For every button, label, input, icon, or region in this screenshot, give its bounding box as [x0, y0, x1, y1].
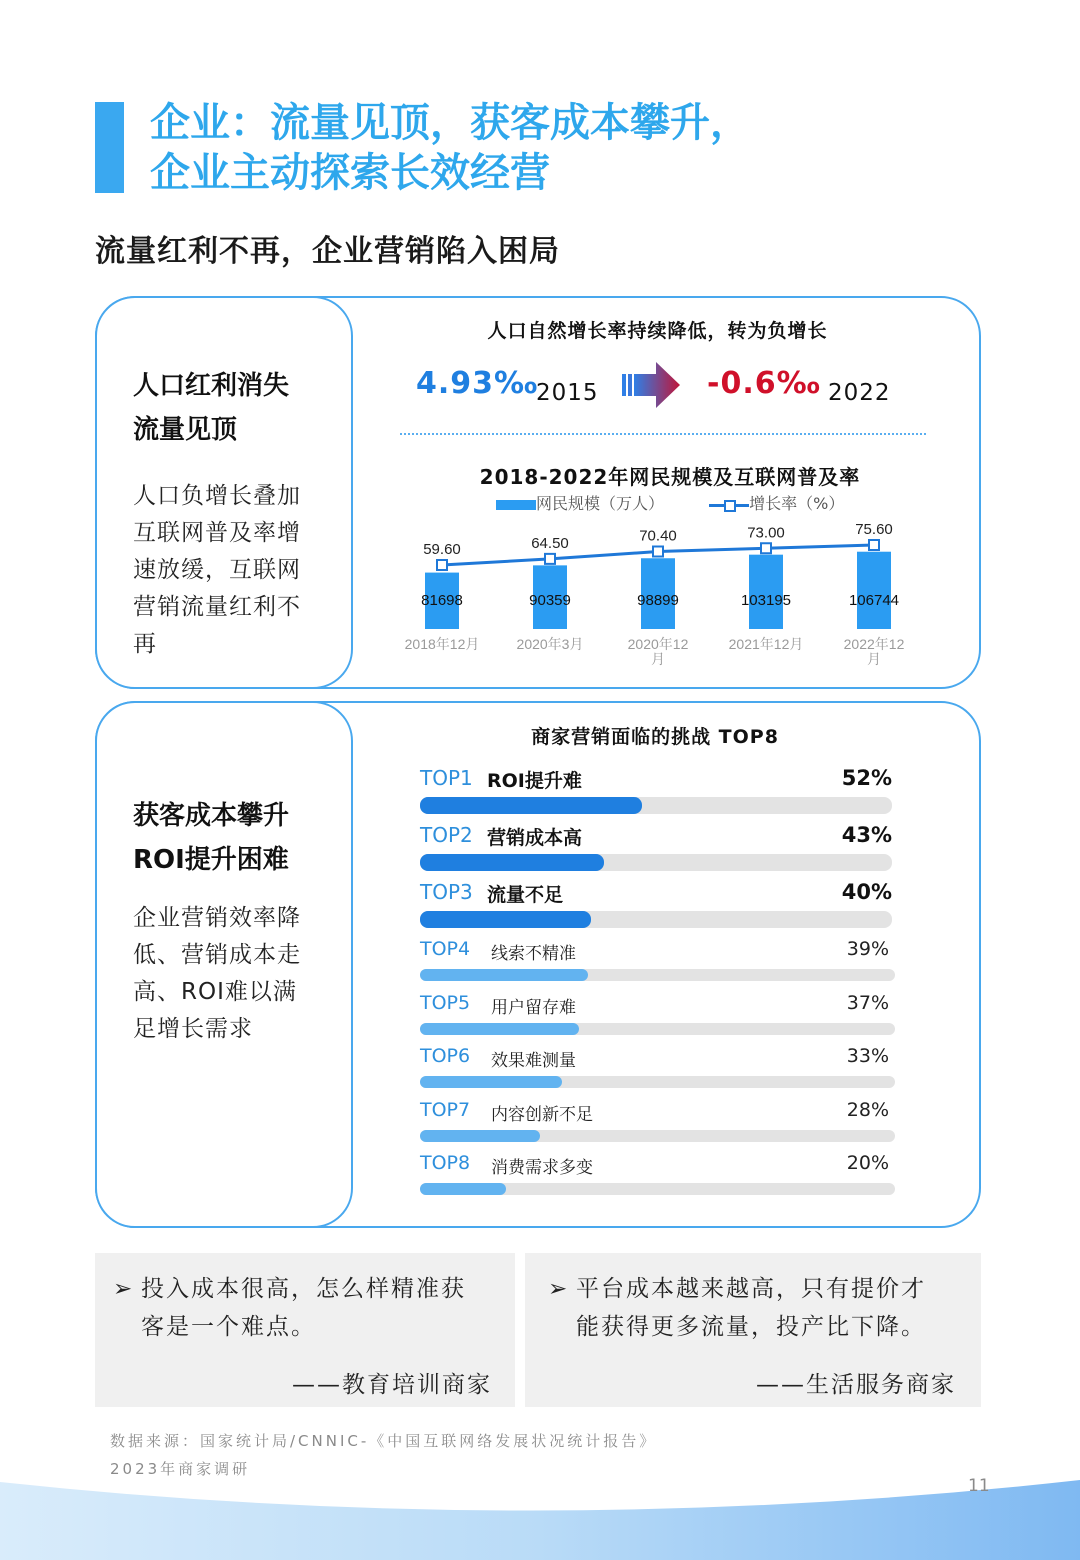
data-source-line2: 2023年商家调研 — [110, 1460, 251, 1478]
challenge-rank: TOP4 — [420, 938, 471, 960]
title-accent-bar — [95, 102, 124, 193]
growth-rate-title: 人口自然增长率持续降低，转为负增长 — [487, 320, 828, 342]
line-value-label: 70.40 — [639, 527, 677, 545]
year-2022: 2022 — [828, 380, 891, 406]
challenge-rank: TOP8 — [420, 1152, 471, 1174]
x-tick-label: 2022年12 — [843, 636, 905, 652]
x-tick-label: 月 — [867, 651, 881, 667]
quote-lifestyle — [548, 1270, 968, 1346]
legend-line-swatch — [709, 499, 749, 511]
legend-bar-label: 网民规模（万人） — [536, 494, 665, 513]
challenge-track — [420, 969, 895, 981]
legend-bar-swatch — [496, 500, 536, 510]
netizen-chart — [390, 515, 950, 675]
body-line: 互联网普及率增 — [133, 520, 301, 546]
body-line: 低、营销成本走 — [133, 942, 301, 968]
challenge-percent: 37% — [846, 992, 889, 1014]
challenge-bar-fill — [420, 1183, 506, 1195]
challenge-bar-fill — [420, 1076, 562, 1088]
challenge-row — [420, 992, 895, 1042]
challenge-percent: 40% — [841, 880, 892, 904]
line-point — [437, 560, 447, 570]
growth-rate-2022: -0.6‰ — [707, 366, 821, 401]
line-value-label: 64.50 — [531, 534, 569, 552]
line-value-label: 73.00 — [747, 524, 785, 542]
section-subtitle: 流量红利不再，企业营销陷入困局 — [95, 234, 560, 269]
challenge-track — [420, 1076, 895, 1088]
challenge-label: ROI提升难 — [487, 770, 582, 792]
line-value-label: 75.60 — [855, 521, 893, 538]
x-tick-label: 2020年12 — [627, 636, 689, 652]
marketing-body — [133, 900, 338, 1048]
challenge-label: 效果难测量 — [491, 1051, 576, 1071]
line-point — [761, 543, 771, 553]
body-line: 速放缓，互联网 — [133, 557, 301, 583]
challenge-label: 营销成本高 — [487, 827, 583, 849]
challenge-label: 内容创新不足 — [491, 1105, 593, 1125]
challenge-bar-fill — [420, 1023, 579, 1035]
quote-lifestyle-source: ——生活服务商家 — [756, 1372, 956, 1398]
line-point — [869, 540, 879, 550]
x-tick-label: 月 — [651, 651, 665, 667]
page-title — [150, 98, 750, 198]
line-point — [653, 547, 663, 557]
gradient-right-arrow-icon — [622, 362, 682, 408]
x-tick-label: 2018年12月 — [404, 636, 480, 652]
bar-value-label: 90359 — [529, 592, 571, 609]
challenge-percent: 39% — [846, 938, 889, 960]
marketing-heading-line2: ROI提升困难 — [133, 845, 289, 875]
population-heading-line2: 流量见顶 — [133, 415, 238, 445]
population-body — [133, 478, 333, 663]
line-point — [545, 554, 555, 564]
bar-netizens — [857, 552, 891, 629]
challenge-bar-fill — [420, 911, 591, 928]
quote-line: 投入成本很高，怎么样精准获 — [141, 1276, 466, 1302]
page-title-line1: 企业：流量见顶，获客成本攀升， — [150, 100, 750, 146]
challenge-track — [420, 797, 892, 814]
year-2015: 2015 — [536, 380, 599, 406]
body-line: 企业营销效率降 — [133, 905, 301, 931]
netizen-chart-title: 2018-2022年网民规模及互联网普及率 — [479, 465, 861, 489]
footer-wave — [0, 1470, 1080, 1560]
challenge-percent: 43% — [841, 823, 892, 847]
quote-line: 能获得更多流量，投产比下降。 — [576, 1314, 926, 1340]
marketing-side-text — [133, 794, 338, 1048]
x-tick-label: 2020年3月 — [516, 636, 584, 652]
challenge-row — [420, 1099, 895, 1149]
bar-value-label: 98899 — [637, 592, 679, 609]
challenges-chart-title: 商家营销面临的挑战 TOP8 — [531, 726, 779, 748]
quote-lifestyle-text — [548, 1270, 968, 1346]
challenge-row — [420, 938, 895, 988]
bar-value-label: 106744 — [848, 592, 900, 609]
arrow-bullet-icon: ➢ — [113, 1276, 135, 1302]
challenge-percent: 33% — [846, 1045, 889, 1067]
quote-education-text — [113, 1270, 508, 1346]
body-line: 人口负增长叠加 — [133, 483, 301, 509]
challenge-bar-fill — [420, 969, 588, 981]
challenge-rank: TOP5 — [420, 992, 471, 1014]
challenge-track — [420, 1130, 895, 1142]
challenge-bar-fill — [420, 797, 642, 814]
challenge-row — [420, 1045, 895, 1095]
bar-value-label: 103195 — [740, 592, 792, 609]
chart-legend — [496, 491, 844, 514]
marketing-heading — [133, 794, 338, 882]
body-line: 高、ROI难以满 — [133, 979, 297, 1005]
challenge-percent: 20% — [846, 1152, 889, 1174]
population-heading — [133, 364, 333, 452]
challenge-row — [420, 1152, 895, 1202]
arrow-bullet-icon: ➢ — [548, 1276, 570, 1302]
quote-education-source: ——教育培训商家 — [292, 1372, 492, 1398]
page-number: 11 — [968, 1476, 990, 1496]
challenge-rank: TOP3 — [420, 880, 473, 904]
data-source-line1: 数据来源：国家统计局/CNNIC-《中国互联网络发展状况统计报告》 — [110, 1432, 658, 1450]
marketing-heading-line1: 获客成本攀升 — [133, 801, 290, 831]
challenge-row — [420, 880, 895, 930]
challenge-percent: 28% — [846, 1099, 889, 1121]
challenge-label: 消费需求多变 — [491, 1158, 593, 1178]
challenge-label: 用户留存难 — [491, 998, 576, 1018]
challenge-rank: TOP2 — [420, 823, 473, 847]
challenge-track — [420, 911, 892, 928]
bar-value-label: 81698 — [421, 592, 463, 609]
quote-line: 客是一个难点。 — [141, 1314, 316, 1340]
challenge-track — [420, 1023, 895, 1035]
challenge-percent: 52% — [841, 766, 892, 790]
challenge-rank: TOP7 — [420, 1099, 471, 1121]
challenge-track — [420, 1183, 895, 1195]
line-value-label: 59.60 — [423, 541, 461, 558]
challenge-bar-fill — [420, 854, 604, 871]
growth-rate-2015: 4.93‰ — [416, 366, 539, 401]
population-heading-line1: 人口红利消失 — [133, 371, 290, 401]
x-tick-label: 2021年12月 — [728, 636, 804, 652]
page-title-line2: 企业主动探索长效经营 — [150, 150, 550, 196]
quote-education — [113, 1270, 508, 1346]
body-line: 再 — [133, 631, 157, 657]
population-side-text — [133, 364, 333, 663]
challenge-label: 线索不精准 — [491, 944, 576, 964]
challenge-row — [420, 766, 895, 816]
challenge-track — [420, 854, 892, 871]
challenge-row — [420, 823, 895, 873]
challenge-rank: TOP1 — [420, 766, 473, 790]
challenge-label: 流量不足 — [487, 884, 564, 906]
quote-line: 平台成本越来越高，只有提价才 — [576, 1276, 926, 1302]
challenge-bar-fill — [420, 1130, 540, 1142]
body-line: 营销流量红利不 — [133, 594, 301, 620]
legend-line-label: 增长率（%） — [749, 494, 845, 513]
body-line: 足增长需求 — [133, 1016, 253, 1042]
dotted-divider — [400, 433, 926, 435]
challenge-rank: TOP6 — [420, 1045, 471, 1067]
